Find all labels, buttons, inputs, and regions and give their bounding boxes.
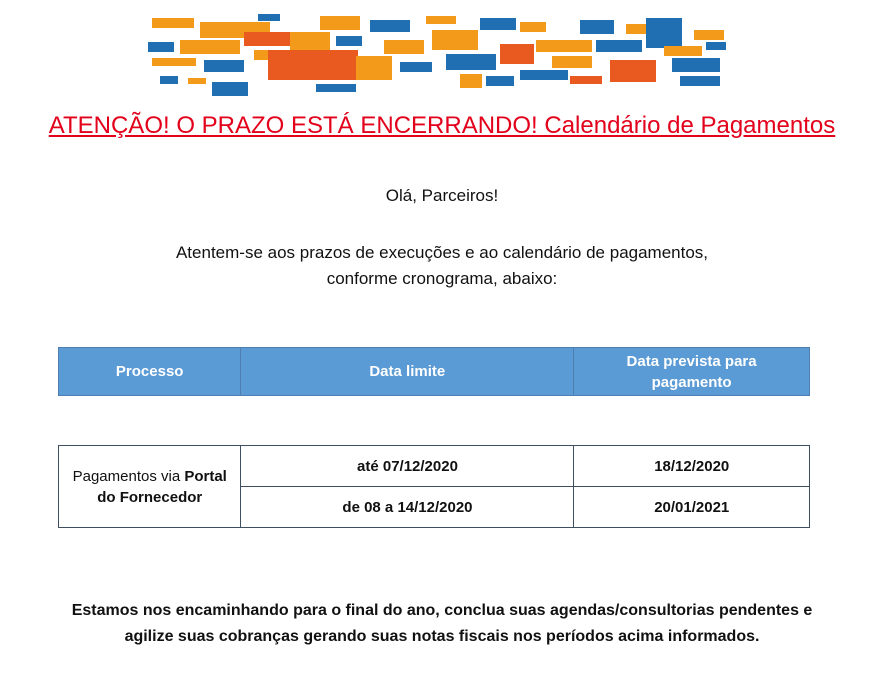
banner-graphic bbox=[140, 10, 740, 102]
intro-line-2: conforme cronograma, abaixo: bbox=[326, 269, 558, 288]
header-deadline: Data limite bbox=[241, 348, 574, 396]
header-process: Processo bbox=[59, 348, 241, 396]
table-row bbox=[59, 446, 810, 487]
header-payment-date bbox=[574, 348, 810, 396]
payment-date-cell: 20/01/2021 bbox=[574, 487, 810, 528]
schedule-header-table bbox=[58, 347, 810, 396]
header-payment-date-line-2: pagamento bbox=[651, 373, 732, 391]
deadline-cell: de 08 a 14/12/2020 bbox=[241, 487, 574, 528]
deadline-cell: até 07/12/2020 bbox=[241, 446, 574, 487]
process-cell bbox=[59, 446, 241, 528]
process-prefix: Pagamentos via bbox=[72, 467, 185, 485]
header-payment-date-line-1: Data prevista para bbox=[626, 352, 757, 370]
intro-text bbox=[0, 240, 884, 292]
process-bold-2: do Fornecedor bbox=[97, 488, 203, 506]
page-title: ATENÇÃO! O PRAZO ESTÁ ENCERRANDO! Calendário de Pagamentos bbox=[48, 112, 836, 139]
process-bold-1: Portal bbox=[184, 467, 227, 485]
payment-date-cell: 18/12/2020 bbox=[574, 446, 810, 487]
intro-line-1: Atentem-se aos prazos de execuções e ao calendário de pagamentos, bbox=[175, 243, 709, 262]
greeting: Olá, Parceiros! bbox=[385, 186, 499, 205]
footer-line-1: Estamos nos encaminhando para o final do ano, conclua suas agendas/consultorias pendentes e bbox=[71, 602, 813, 619]
footer-message bbox=[0, 598, 884, 650]
footer-line-2: agilize suas cobranças gerando suas notas fiscais nos períodos acima informados. bbox=[124, 628, 760, 645]
schedule-table bbox=[58, 445, 810, 528]
